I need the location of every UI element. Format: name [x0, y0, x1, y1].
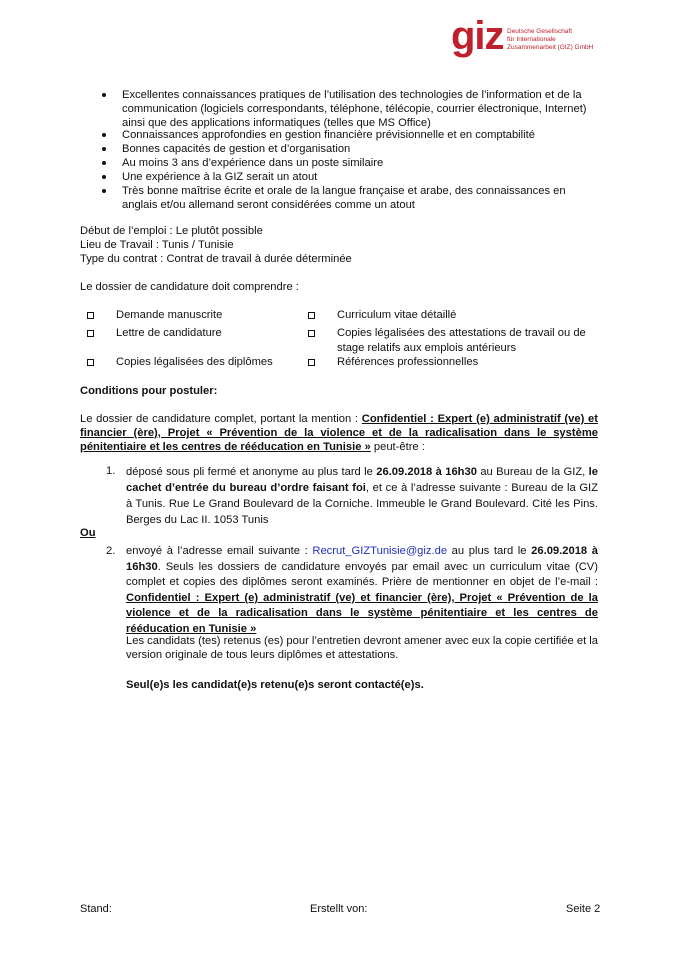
dossier-item: Lettre de candidature	[116, 327, 222, 339]
checkbox-square-icon	[87, 330, 94, 337]
bullet-icon	[102, 175, 106, 179]
checkbox-square-icon	[87, 359, 94, 366]
list-item: Une expérience à la GIZ serait un atout	[122, 170, 604, 184]
list-item: Au moins 3 ans d’expérience dans un poste similaire	[122, 156, 604, 170]
or-separator: Ou	[80, 527, 96, 539]
item-number: 1.	[106, 465, 116, 477]
bullet-icon	[102, 133, 106, 137]
job-location: Lieu de Travail : Tunis / Tunisie	[80, 239, 234, 251]
dossier-item: Copies légalisées des attestations de travail ou de	[337, 327, 586, 339]
bullet-icon	[102, 147, 106, 151]
checkbox-square-icon	[308, 359, 315, 366]
footer-erstellt: Erstellt von:	[310, 903, 368, 915]
job-start: Début de l’emploi : Le plutôt possible	[80, 225, 263, 237]
list-item: Connaissances approfondies en gestion financière prévisionnelle et en comptabilité	[122, 128, 604, 142]
submission-by-post: déposé sous pli fermé et anonyme au plus tard le 26.09.2018 à 16h30 au Bureau de la GIZ, le cachet d’entrée du bureau d’ordre faisant foi, et ce à l’adresse suivante : Bureau de la GIZ à Tunis. Rue Le Grand Boulevard de la Corniche. Immeuble le Grand Boulevard. Cité les Pins. Berges du Lac II. 1053 Tunis	[126, 466, 599, 526]
footer-page-number: Seite 2	[566, 903, 601, 915]
deadline: 26.09.2018 à 16h30	[126, 545, 598, 573]
email-link[interactable]: Recrut_GIZTunisie@giz.de	[312, 545, 448, 557]
giz-logo-mark: giz	[451, 14, 504, 58]
dossier-item: Curriculum vitae détaillé	[337, 309, 457, 321]
email-subject: Confidentiel : Expert (e) administratif (ve) et financier (ère), Projet « Prévention de la violence et de la radicalisation dans le système pénitentiaire et les centres de rééducation en Tunisie »	[126, 591, 598, 635]
footer-stand: Stand:	[80, 903, 112, 915]
job-contract: Type du contrat : Contrat de travail à durée déterminée	[80, 253, 352, 265]
deadline: 26.09.2018 à 16h30	[376, 466, 477, 478]
dossier-item: Demande manuscrite	[116, 309, 223, 321]
item-number: 2.	[106, 545, 116, 557]
giz-logo-text: Deutsche Gesellschaft für Internationale Zusammenarbeit (GIZ) GmbH	[507, 28, 594, 51]
list-item: Très bonne maîtrise écrite et orale de la langue française et arabe, des connaissances en anglais et/ou allemand seront considérées comme un atout	[122, 184, 604, 212]
list-item: Excellentes connaissances pratiques de l’utilisation des technologies de l’information et de la communication (logiciels correspondants, téléphone, télécopie, courrier électronique, Internet) ainsi que des applications informatiques (telles que MS Office)	[122, 88, 604, 130]
checkbox-square-icon	[308, 330, 315, 337]
conditions-intro: Le dossier de candidature complet, portant la mention : Confidentiel : Expert (e) administratif (ve) et financier (ère), Projet « Prévention de la violence et de la radicalisation dans le système pénitentiaire et les centres de rééducation en Tunisie » peut-être :	[80, 413, 599, 453]
bullet-icon	[102, 93, 106, 97]
closing-note: Seul(e)s les candidat(e)s retenu(e)s seront contacté(e)s.	[126, 679, 424, 691]
list-item: Bonnes capacités de gestion et d’organisation	[122, 142, 604, 156]
bullet-icon	[102, 189, 106, 193]
dossier-item: Références professionnelles	[337, 356, 479, 368]
interview-note: Les candidats (tes) retenus (es) pour l’entretien devront amener avec eux la copie certifiée et la version originale de tous leurs diplômes et attestations.	[126, 635, 598, 661]
checkbox-square-icon	[87, 312, 94, 319]
mention-text: Confidentiel : Expert (e) administratif (ve) et financier (ère), Projet « Prévention de la violence et de la radicalisation dans le système pénitentiaire et les centres de rééducation en Tunisie »	[80, 413, 599, 453]
stamp-note: le cachet d’entrée du bureau d’ordre faisant foi	[126, 466, 599, 494]
submission-by-email: envoyé à l’adresse email suivante : Recrut_GIZTunisie@giz.de au plus tard le 26.09.2018 à 16h30. Seuls les dossiers de candidature envoyés par email avec un curriculum vitae (CV) complet et copies des diplômes seront examinés. Prière de mentionner en objet de l’e-mail : Confidentiel : Expert (e) administratif (ve) et financier (ère), Projet « Prévention de la violence et de la radicalisation dans le système pénitentiaire et les centres de rééducation en Tunisie »	[126, 545, 598, 635]
dossier-item: Copies légalisées des diplômes	[116, 356, 273, 368]
dossier-intro: Le dossier de candidature doit comprendre :	[80, 281, 299, 293]
conditions-heading: Conditions pour postuler:	[80, 385, 218, 397]
bullet-icon	[102, 161, 106, 165]
checkbox-square-icon	[308, 312, 315, 319]
dossier-item-continued: stage relatifs aux emplois antérieurs	[337, 342, 517, 354]
giz-logo	[451, 14, 651, 62]
